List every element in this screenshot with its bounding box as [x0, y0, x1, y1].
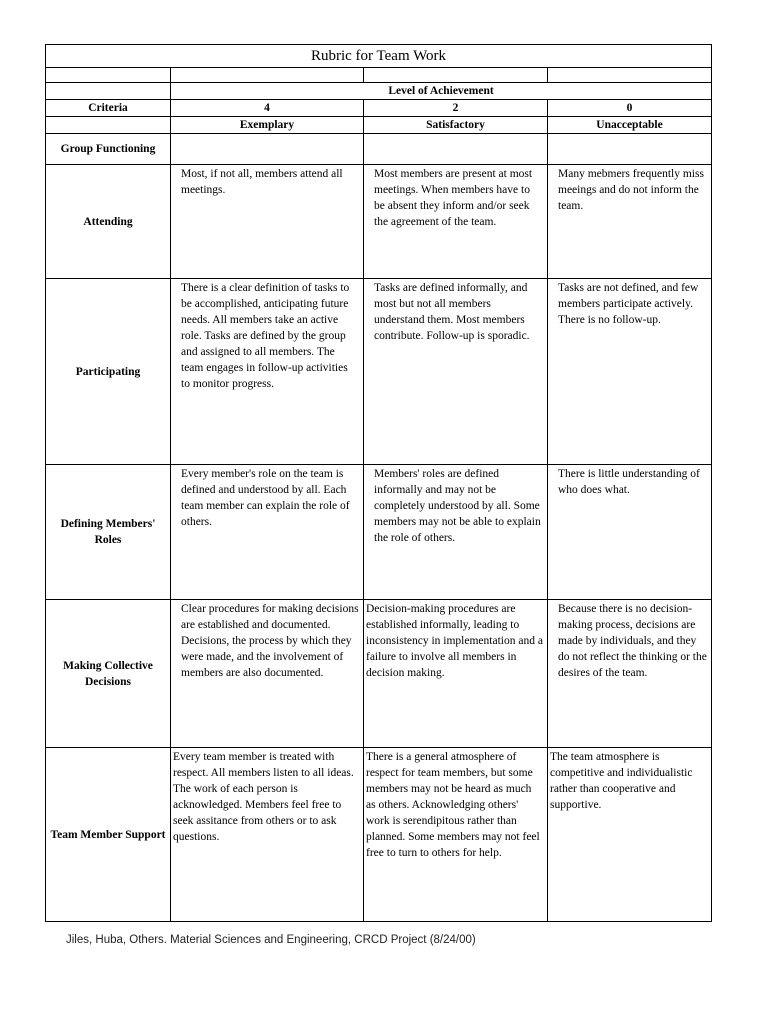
level-satisfactory: Satisfactory — [364, 117, 548, 134]
unacceptable-cell: Because there is no decision-making process, decisions are made by individuals, and they do not reflect the thinking or the desires of the team. — [548, 600, 712, 748]
group-functioning-row — [46, 134, 712, 165]
rubric-table — [45, 44, 712, 922]
group-functioning-label: Group Functioning — [46, 134, 171, 165]
criterion-row-participating — [46, 279, 712, 465]
criterion-row-defining-roles — [46, 465, 712, 600]
blank-row — [46, 68, 712, 83]
score-4: 4 — [171, 100, 364, 117]
level-exemplary: Exemplary — [171, 117, 364, 134]
level-of-achievement-header: Level of Achievement — [171, 83, 712, 100]
score-0: 0 — [548, 100, 712, 117]
score-2: 2 — [364, 100, 548, 117]
unacceptable-cell: There is little understanding of who does what. — [548, 465, 712, 600]
level-name-row — [46, 117, 712, 134]
criteria-header: Criteria — [46, 100, 171, 117]
satisfactory-cell: Members' roles are defined informally and may not be completely understood by all. Some members may not be able to explain the role of others. — [364, 465, 548, 600]
unacceptable-cell: The team atmosphere is competitive and individualistic rather than cooperative and supportive. — [548, 748, 712, 922]
exemplary-cell: Every member's role on the team is defined and understood by all. Each team member can explain the role of others. — [171, 465, 364, 600]
exemplary-cell: Every team member is treated with respect. All members listen to all ideas. The work of each person is acknowledged. Members feel free to seek assitance from others or to ask questions. — [171, 748, 364, 922]
satisfactory-cell: There is a general atmosphere of respect for team members, but some members may not be heard as much as others. Acknowledging others' work is serendipitous rather than planned. Some members may not feel free to turn to others for help. — [364, 748, 548, 922]
level-header-row — [46, 83, 712, 100]
unacceptable-cell: Tasks are not defined, and few members participate actively. There is no follow-up. — [548, 279, 712, 465]
page-title: Rubric for Team Work — [46, 45, 712, 68]
criterion-label: Participating — [46, 279, 171, 465]
criterion-label: Team Member Support — [46, 748, 171, 922]
satisfactory-cell: Decision-making procedures are established informally, leading to inconsistency in implementation and a failure to involve all members in decision making. — [364, 600, 548, 748]
satisfactory-cell: Most members are present at most meetings. When members have to be absent they inform and/or seek the agreement of the team. — [364, 165, 548, 279]
criterion-label: Making Collective Decisions — [46, 600, 171, 748]
satisfactory-cell: Tasks are defined informally, and most but not all members understand them. Most members contribute. Follow-up is sporadic. — [364, 279, 548, 465]
unacceptable-cell: Many mebmers frequently miss meeings and do not inform the team. — [548, 165, 712, 279]
footer-citation: Jiles, Huba, Others. Material Sciences and Engineering, CRCD Project (8/24/00) — [66, 934, 476, 946]
criterion-row-attending — [46, 165, 712, 279]
level-unacceptable: Unacceptable — [548, 117, 712, 134]
exemplary-cell: Clear procedures for making decisions are established and documented. Decisions, the process by which they were made, and the involvement of members are also documented. — [171, 600, 364, 748]
criterion-row-team-support — [46, 748, 712, 922]
criterion-row-collective-decisions — [46, 600, 712, 748]
criterion-label: Attending — [46, 165, 171, 279]
score-row — [46, 100, 712, 117]
exemplary-cell: There is a clear definition of tasks to be accomplished, anticipating future needs. All members take an active role. Tasks are defined by the group and assigned to all members. The team engages in follow-up activities to monitor progress. — [171, 279, 364, 465]
criterion-label: Defining Members' Roles — [46, 465, 171, 600]
exemplary-cell: Most, if not all, members attend all meetings. — [171, 165, 364, 279]
